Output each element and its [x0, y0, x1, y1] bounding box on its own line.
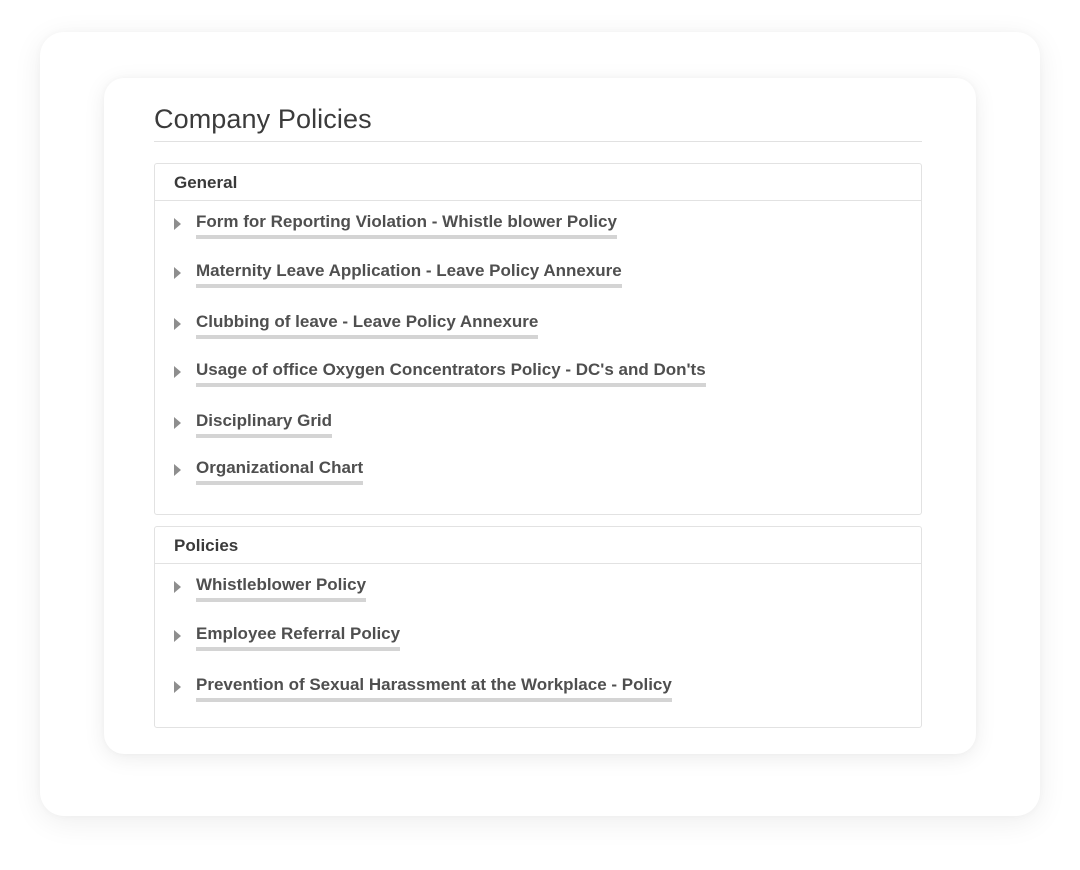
- list-item[interactable]: [174, 458, 363, 488]
- title-divider: [154, 141, 922, 142]
- section-policies: [154, 526, 922, 728]
- policy-link[interactable]: Clubbing of leave - Leave Policy Annexure: [196, 312, 538, 339]
- list-item[interactable]: [174, 261, 622, 291]
- section-heading-general: General: [155, 164, 921, 201]
- policy-link[interactable]: Form for Reporting Violation - Whistle blower Policy: [196, 212, 617, 239]
- section-general: [154, 163, 922, 515]
- list-item[interactable]: [174, 624, 400, 654]
- caret-right-icon: [174, 581, 181, 593]
- policy-link[interactable]: Employee Referral Policy: [196, 624, 400, 651]
- policy-link[interactable]: Prevention of Sexual Harassment at the Workplace - Policy: [196, 675, 672, 702]
- list-item[interactable]: [174, 312, 538, 342]
- caret-right-icon: [174, 218, 181, 230]
- policy-link[interactable]: Disciplinary Grid: [196, 411, 332, 438]
- page-title: Company Policies: [154, 104, 372, 134]
- caret-right-icon: [174, 464, 181, 476]
- caret-right-icon: [174, 318, 181, 330]
- policy-link[interactable]: Maternity Leave Application - Leave Policy Annexure: [196, 261, 622, 288]
- list-item[interactable]: [174, 212, 617, 242]
- caret-right-icon: [174, 681, 181, 693]
- list-item[interactable]: [174, 411, 332, 441]
- list-item[interactable]: [174, 675, 672, 705]
- caret-right-icon: [174, 366, 181, 378]
- list-item[interactable]: [174, 575, 366, 605]
- section-heading-policies: Policies: [155, 527, 921, 564]
- policy-link[interactable]: Organizational Chart: [196, 458, 363, 485]
- list-item[interactable]: [174, 360, 706, 390]
- caret-right-icon: [174, 417, 181, 429]
- caret-right-icon: [174, 630, 181, 642]
- caret-right-icon: [174, 267, 181, 279]
- policy-link[interactable]: Whistleblower Policy: [196, 575, 366, 602]
- policy-link[interactable]: Usage of office Oxygen Concentrators Policy - DC's and Don'ts: [196, 360, 706, 387]
